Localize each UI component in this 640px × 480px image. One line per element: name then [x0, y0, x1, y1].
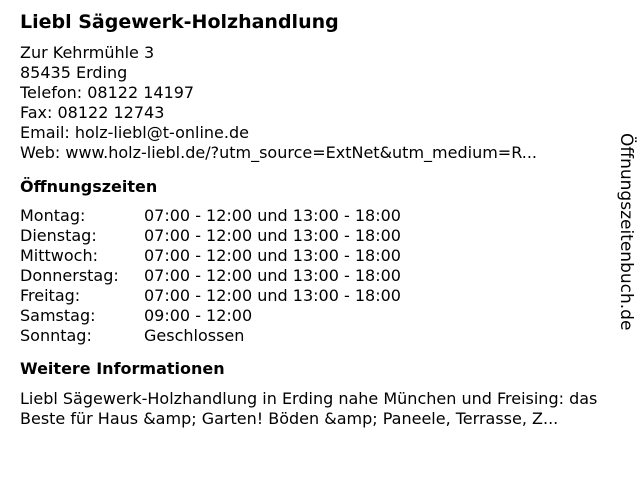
time-value: 07:00 - 12:00 und 13:00 - 18:00 [144, 286, 401, 305]
day-label: Sonntag: [20, 326, 92, 345]
hours-row-friday [20, 286, 612, 306]
more-info-heading: Weitere Informationen [20, 359, 225, 378]
hours-row-thursday [20, 266, 612, 286]
opening-hours-heading: Öffnungszeiten [20, 177, 158, 196]
city-address: 85435 Erding [20, 63, 128, 82]
contact-block [20, 43, 612, 163]
day-label: Montag: [20, 206, 86, 225]
time-value: 07:00 - 12:00 und 13:00 - 18:00 [144, 246, 401, 265]
more-info-text: Liebl Sägewerk-Holzhandlung in Erding nahe München und Freising: das Beste für Haus &amp; Garten! Böden &amp; Paneele, Terrasse, Z... [20, 389, 598, 428]
opening-hours-table [20, 206, 612, 346]
time-value: 07:00 - 12:00 und 13:00 - 18:00 [144, 266, 401, 285]
day-label: Donnerstag: [20, 266, 119, 285]
time-value: 09:00 - 12:00 [144, 306, 253, 325]
source-watermark-label: Öffnungszeitenbuch.de [616, 133, 636, 331]
street-address: Zur Kehrmühle 3 [20, 43, 155, 62]
day-label: Samstag: [20, 306, 96, 325]
hours-row-wednesday [20, 246, 612, 266]
hours-row-sunday [20, 326, 612, 346]
phone-number[interactable]: Telefon: 08122 14197 [20, 83, 195, 102]
time-value: 07:00 - 12:00 und 13:00 - 18:00 [144, 206, 401, 225]
email-address[interactable]: Email: holz-liebl@t-online.de [20, 123, 249, 142]
business-name: Liebl Sägewerk-Holzhandlung [20, 11, 339, 33]
website-link[interactable]: Web: www.holz-liebl.de/?utm_source=ExtNet&utm_medium=R... [20, 143, 538, 162]
time-value: 07:00 - 12:00 und 13:00 - 18:00 [144, 226, 401, 245]
day-label: Freitag: [20, 286, 81, 305]
day-label: Mittwoch: [20, 246, 98, 265]
hours-row-saturday [20, 306, 612, 326]
fax-number: Fax: 08122 12743 [20, 103, 165, 122]
business-card [20, 10, 612, 429]
hours-row-tuesday [20, 226, 612, 246]
hours-row-monday [20, 206, 612, 226]
day-label: Dienstag: [20, 226, 97, 245]
time-value: Geschlossen [144, 326, 245, 345]
